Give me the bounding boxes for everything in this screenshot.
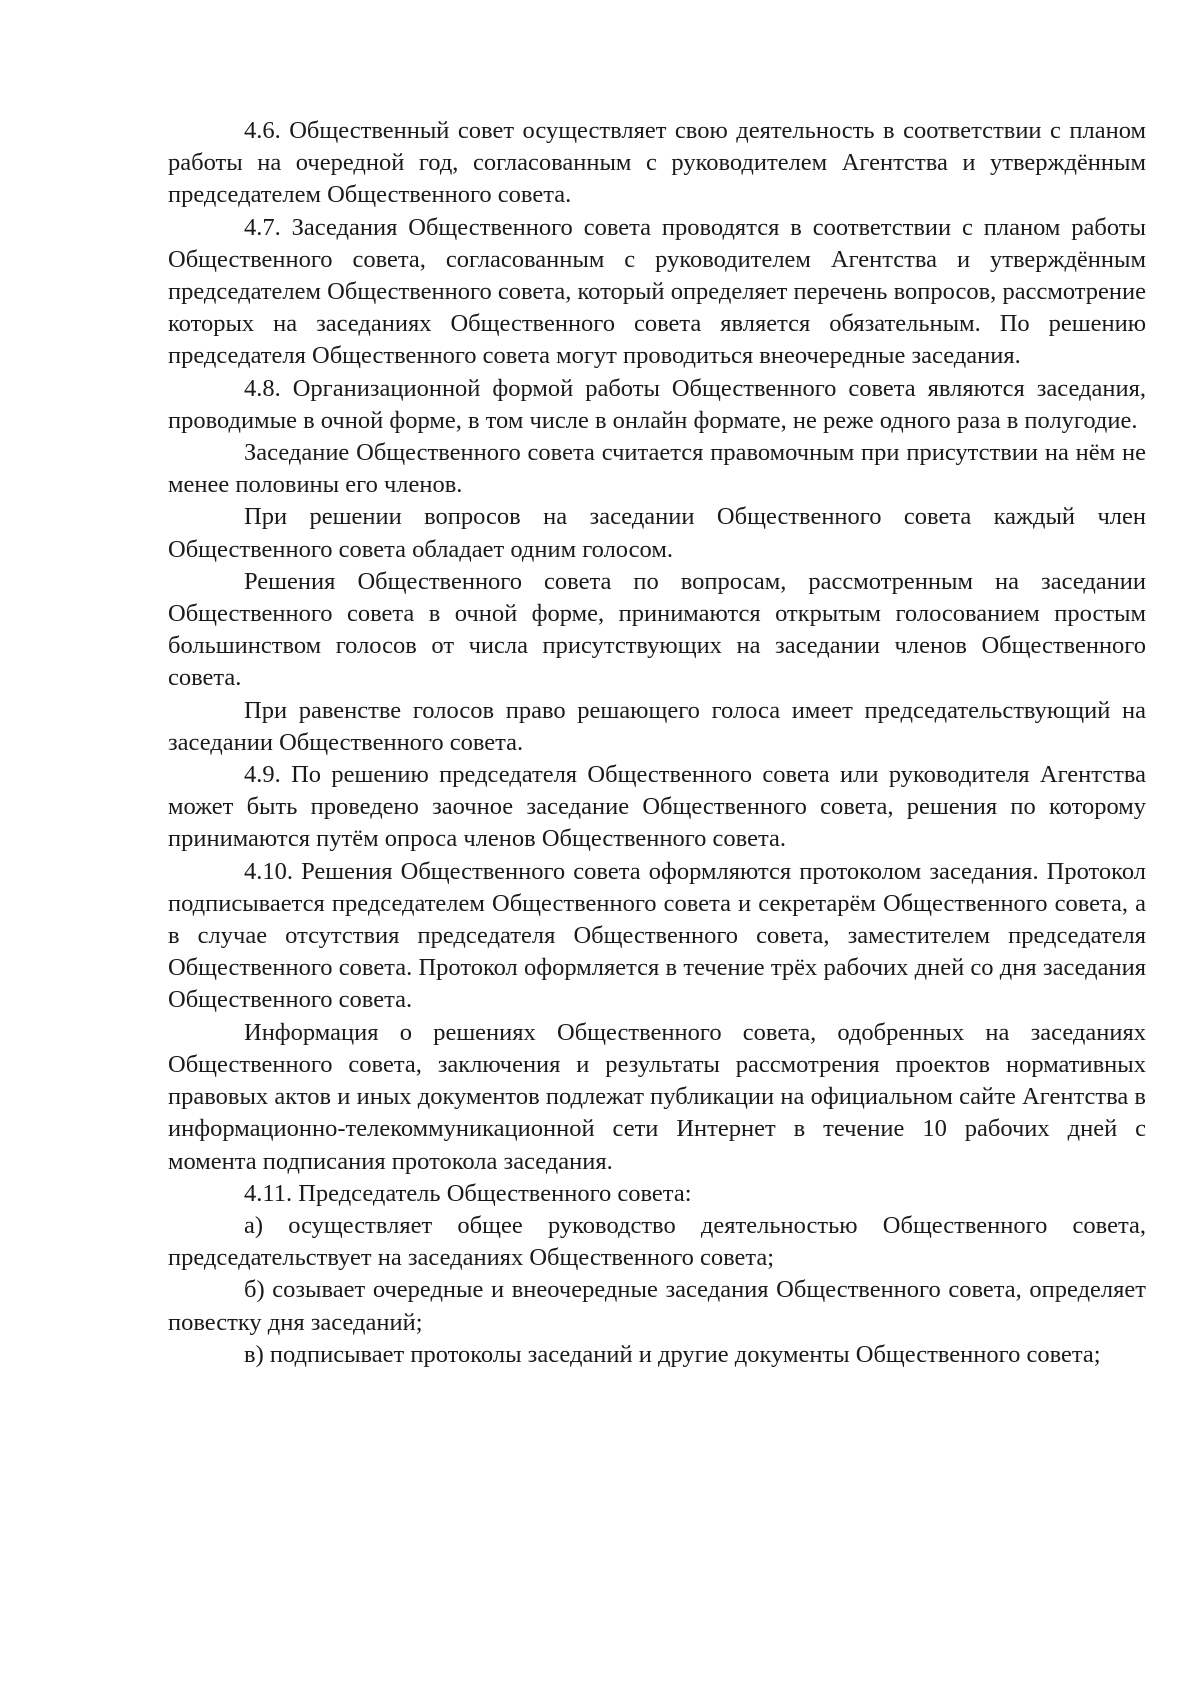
paragraph-4-11: 4.11. Председатель Общественного совета: [244,1179,692,1207]
paragraph-4-7: 4.7. Заседания Общественного совета проводятся в соответствии с планом работы Общественного совета, согласованным с руководителем Агентства и утверждённым председателем Общественного совета, который определяет перечень вопросов, рассмотрение которых на заседаниях Общественного совета является обязательным. По решению председателя Общественного совета могут проводиться внеочередные заседания. [168,213,1146,370]
paragraph-tie-vote: При равенстве голосов право решающего голоса имеет председательствующий на заседании Общественного совета. [168,696,1146,756]
paragraph-4-9: 4.9. По решению председателя Общественного совета или руководителя Агентства может быть проведено заочное заседание Общественного совета, решения по которому принимаются путём опроса членов Общественного совета. [168,761,1146,853]
document-body [168,115,1146,1371]
paragraph-publication: Информация о решениях Общественного совета, одобренных на заседаниях Общественного совета, заключения и результаты рассмотрения проектов нормативных правовых актов и иных документов подлежат публикации на официальном сайте Агентства в информационно-телекоммуникационной сети Интернет в течение 10 рабочих дней с момента подписания протокола заседания. [168,1018,1146,1175]
paragraph-quorum: Заседание Общественного совета считается правомочным при присутствии на нём не менее половины его членов. [168,439,1146,499]
paragraph-4-8: 4.8. Организационной формой работы Общественного совета являются заседания, проводимые в очной форме, в том числе в онлайн формате, не реже одного раза в полугодие. [168,374,1146,434]
list-item-v: в) подписывает протоколы заседаний и другие документы Общественного совета; [244,1340,1101,1368]
paragraph-voting-right: При решении вопросов на заседании Общественного совета каждый член Общественного совета обладает одним голосом. [168,503,1146,563]
paragraph-4-6: 4.6. Общественный совет осуществляет свою деятельность в соответствии с планом работы на очередной год, согласованным с руководителем Агентства и утверждённым председателем Общественного совета. [168,117,1146,209]
paragraph-decisions: Решения Общественного совета по вопросам, рассмотренным на заседании Общественного совета в очной форме, принимаются открытым голосованием простым большинством голосов от числа присутствующих на заседании членов Общественного совета. [168,567,1146,692]
list-item-b: б) созывает очередные и внеочередные заседания Общественного совета, определяет повестку дня заседаний; [168,1276,1146,1336]
list-item-a: а) осуществляет общее руководство деятельностью Общественного совета, председательствует на заседаниях Общественного совета; [168,1211,1146,1272]
paragraph-4-10: 4.10. Решения Общественного совета оформляются протоколом заседания. Протокол подписывается председателем Общественного совета и секретарём Общественного совета, а в случае отсутствия председателя Общественного совета, заместителем председателя Общественного совета. Протокол оформляется в течение трёх рабочих дней со дня заседания Общественного совета. [168,857,1146,1014]
